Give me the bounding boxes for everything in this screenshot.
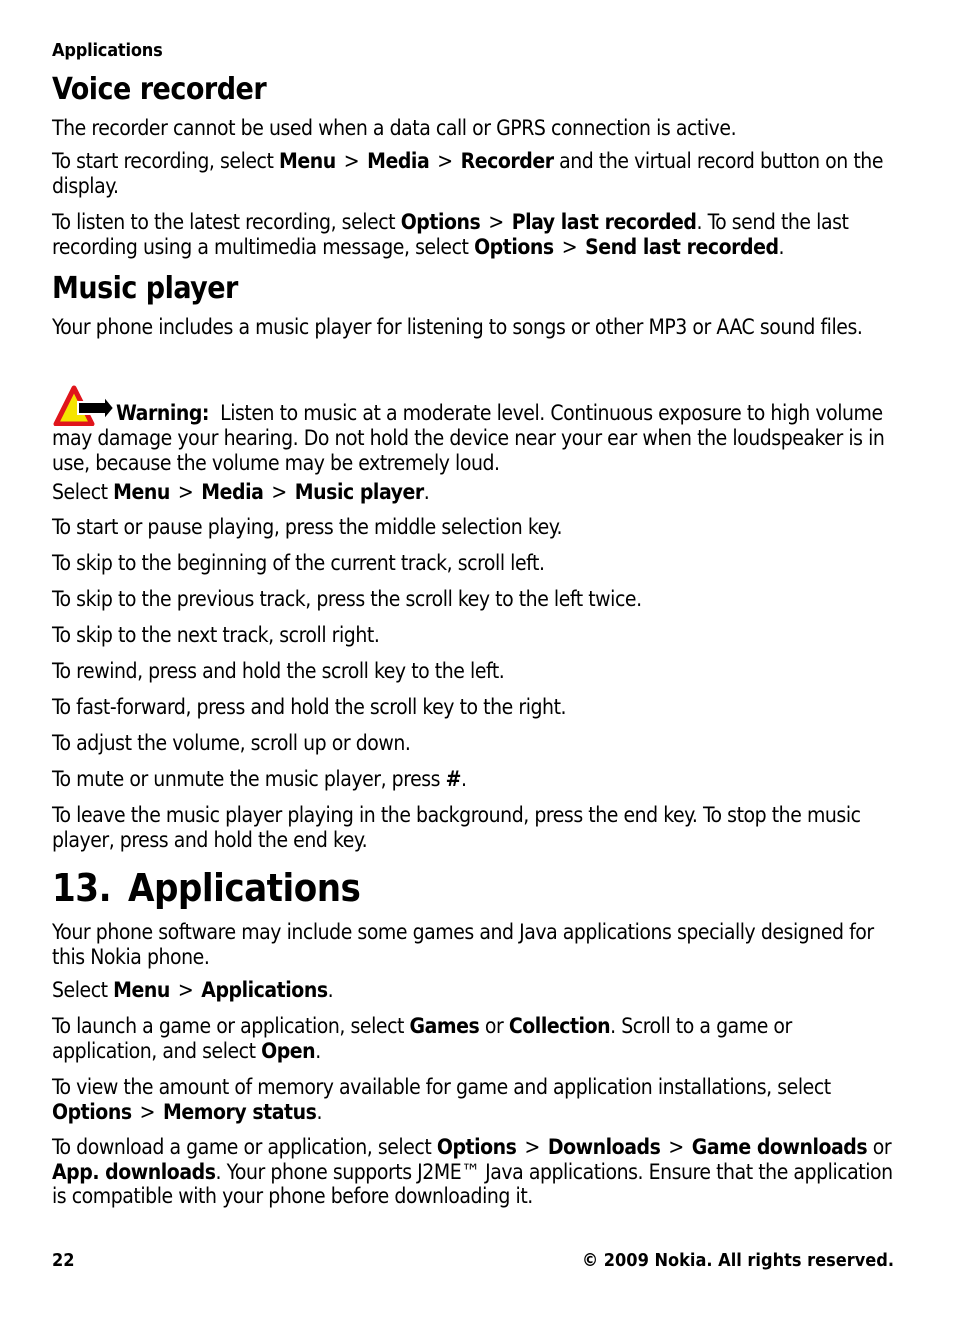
paragraph: To adjust the volume, scroll up or down. (52, 731, 411, 755)
paragraph: Your phone software may include some games and Java applications specially designed for this Nokia phone. (52, 920, 874, 969)
paragraph: To skip to the beginning of the current track, scroll left. (52, 551, 545, 575)
paragraph: To mute or unmute the music player, press #. (52, 767, 467, 791)
paragraph: The recorder cannot be used when a data call or GPRS connection is active. (52, 116, 737, 140)
paragraph: To leave the music player playing in the background, press the end key. To stop the music player, press and hold the end key. (52, 803, 861, 852)
section-heading-voice-recorder: Voice recorder (52, 72, 267, 107)
page-number: 22 (52, 1250, 75, 1271)
chapter-heading-applications: 13. Applications (52, 866, 361, 910)
paragraph: To listen to the latest recording, select Options > Play last recorded. To send the last recording using a multimedia message, select Options > Send last recorded. (52, 210, 849, 259)
paragraph: To download a game or application, select Options > Downloads > Game downloads or App. downloads. Your phone supports J2ME™ Java applications. Ensure that the application is compatible with your phone before downloading it. (52, 1135, 893, 1208)
running-header: Applications (52, 40, 163, 61)
chapter-number: 13. (52, 866, 112, 910)
paragraph: Select Menu > Media > Music player. (52, 480, 430, 504)
warning-icon (52, 384, 116, 426)
paragraph: To skip to the next track, scroll right. (52, 623, 380, 647)
copyright: © 2009 Nokia. All rights reserved. (581, 1250, 894, 1271)
warning-paragraph: Warning: Listen to music at a moderate level. Continuous exposure to high volume may damage your hearing. Do not hold the device near your ear when the loudspeaker is in use, because the volume may be extremely loud. (52, 384, 900, 475)
paragraph: To start recording, select Menu > Media > Recorder and the virtual record button on the display. (52, 149, 884, 198)
paragraph: Your phone includes a music player for listening to songs or other MP3 or AAC sound files. (52, 315, 863, 339)
paragraph: To start or pause playing, press the middle selection key. (52, 515, 563, 539)
paragraph: To launch a game or application, select Games or Collection. Scroll to a game or application, and select Open. (52, 1014, 792, 1063)
paragraph: Select Menu > Applications. (52, 978, 334, 1002)
paragraph: To rewind, press and hold the scroll key to the left. (52, 659, 505, 683)
section-heading-music-player: Music player (52, 271, 238, 306)
paragraph: To fast-forward, press and hold the scroll key to the right. (52, 695, 567, 719)
paragraph: To skip to the previous track, press the scroll key to the left twice. (52, 587, 642, 611)
paragraph: To view the amount of memory available for game and application installations, select Options > Memory status. (52, 1075, 831, 1124)
